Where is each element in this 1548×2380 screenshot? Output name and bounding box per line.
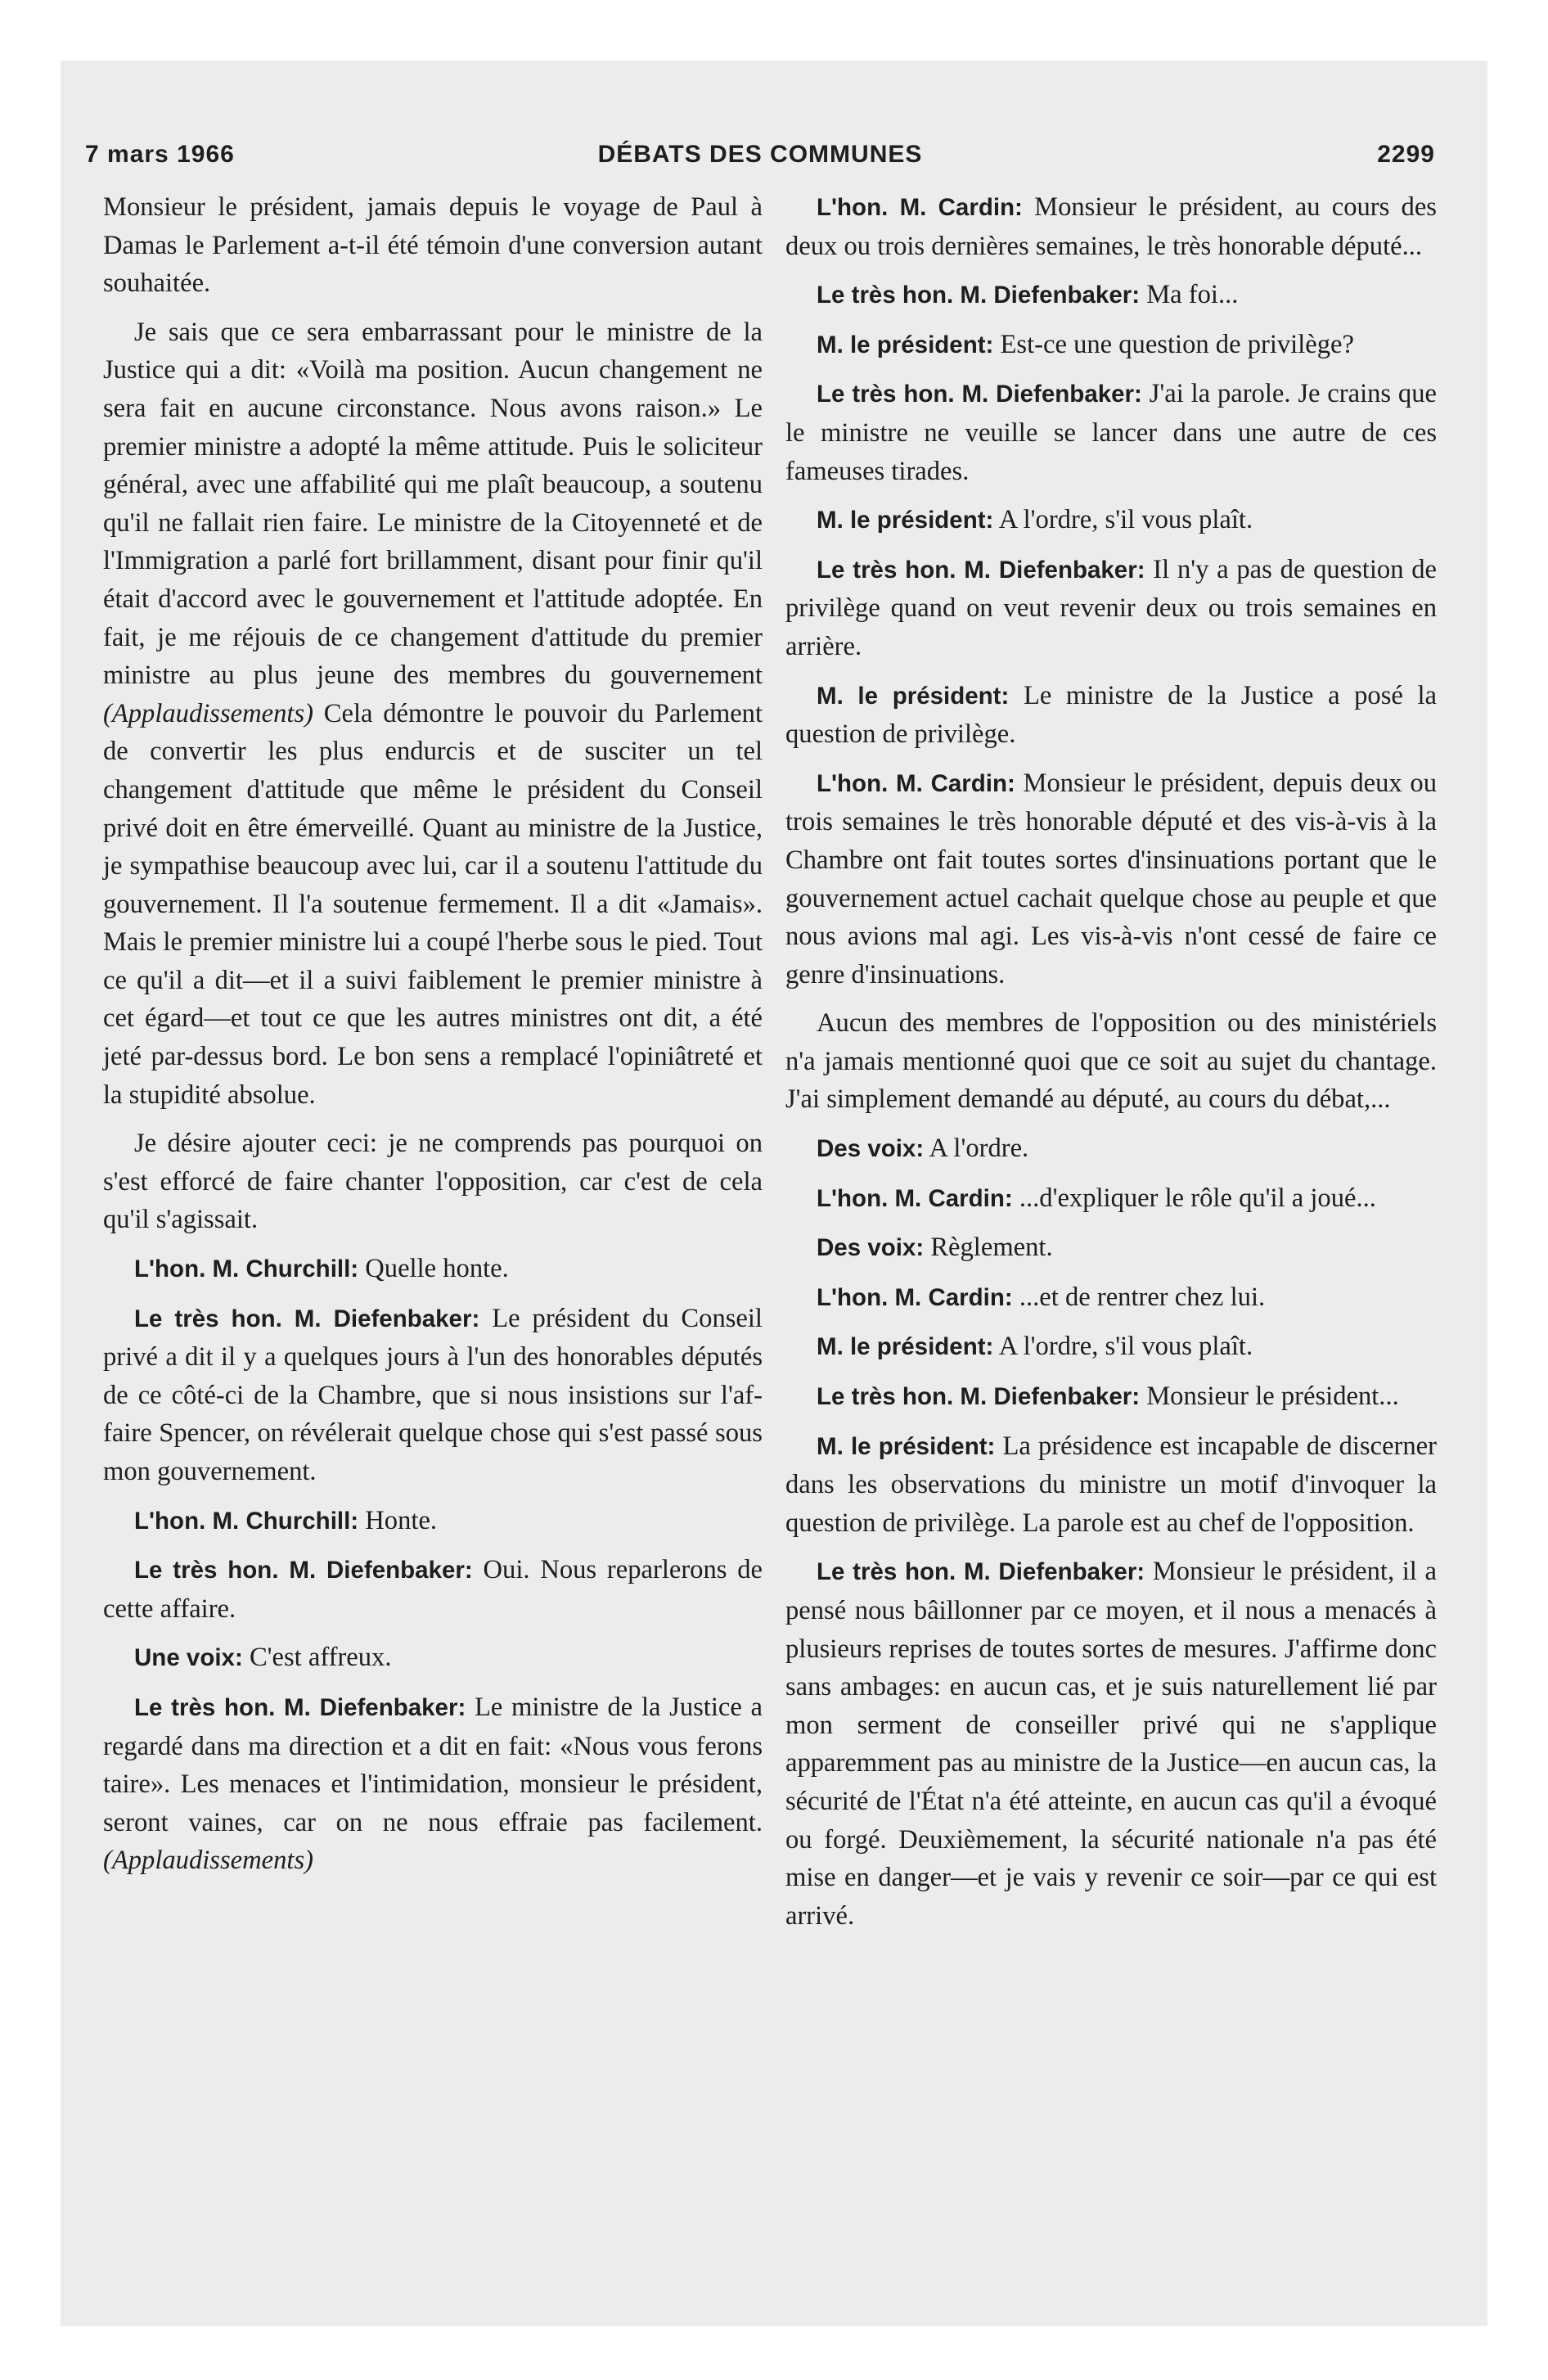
speaker-name: Le très hon. M. Diefenbaker:: [134, 1693, 466, 1721]
speaker-name: L'hon. M. Churchill:: [134, 1507, 359, 1535]
speaker-name: M. le président:: [817, 682, 1010, 710]
speaker-name: Le très hon. M. Diefenbaker:: [817, 381, 1142, 408]
speech-paragraph: Le très hon. M. Diefenbaker: Le président du Conseil privé a dit il y a quelques jours à l'un des honorables députés de ce côté-ci de la Chambre, que si nous insistions sur l'affaire Spencer, on révélerait quelque chose qui s'est passé sous mon gouvernement.: [103, 1303, 763, 1486]
speaker-name: Le très hon. M. Diefenbaker:: [134, 1557, 473, 1584]
speaker-name: Le très hon. M. Diefenbaker:: [817, 282, 1141, 309]
speech-paragraph: Des voix: Règlement.: [817, 1233, 1053, 1263]
speech-paragraph: L'hon. M. Cardin: ...d'expliquer le rôle qu'il a joué...: [817, 1183, 1376, 1213]
speaker-name: L'hon. M. Cardin:: [817, 1283, 1013, 1311]
page-header: [85, 141, 1435, 174]
speaker-name: Des voix:: [817, 1135, 925, 1163]
speech-paragraph: Le très hon. M. Diefenbaker: J'ai la parole. Je crains que le ministre ne veuille se lancer dans une autre de ces fameuses tirades.: [785, 379, 1437, 486]
speaker-name: Une voix:: [134, 1644, 243, 1672]
speech-paragraph: Le très hon. M. Diefenbaker: Monsieur le président, il a pensé nous bâillonner par ce moyen, et il nous a menacés à plusieurs reprises de toutes sortes de mesures. J'affirme donc sans ambages: en aucun cas, et je suis naturellement lié par mon serment de conseiller privé qui ne s'applique apparemment pas au ministre de la Justice—en aucun cas, la sécurité de l'État n'a été atteinte, en aucun cas qu'il a évoqué ou forgé. Deuxièmement, la sécurité nationale n'a pas été mise en danger—et je vais y revenir ce soir—par ce qui est arrivé.: [785, 1557, 1437, 1931]
speech-paragraph: Une voix: C'est affreux.: [134, 1643, 392, 1673]
header-page-number: 2299: [1377, 141, 1435, 168]
speaker-name: M. le président:: [817, 331, 994, 358]
speech-paragraph: Le très hon. M. Diefenbaker: Le ministre de la Justice a regardé dans ma direction et a dit en fait: «Nous vous ferons taire». Les menaces et l'intimidation, monsieur le président, seront vaines, car on ne nous effraie pas facilement. (Applaudissements): [103, 1692, 763, 1876]
speech-paragraph: L'hon. M. Cardin: Monsieur le président, au cours des deux ou trois dernières semaines, le très honorable député...: [785, 192, 1437, 261]
speaker-name: M. le président:: [817, 507, 994, 534]
paragraph: Je désire ajouter ceci: je ne comprends pas pourquoi on s'est efforcé de faire chanter l'opposition, car c'est de cela qu'il s'agissait.: [103, 1129, 763, 1235]
header-date: 7 mars 1966: [85, 141, 235, 168]
paragraph: Monsieur le président, jamais depuis le voyage de Paul à Damas le Parlement a-t-il été témoin d'une conversion autant souhaitée.: [103, 192, 763, 299]
speaker-name: Le très hon. M. Diefenbaker:: [817, 1558, 1145, 1586]
speaker-name: M. le président:: [817, 1333, 994, 1361]
speech-paragraph: Des voix: A l'ordre.: [817, 1134, 1029, 1164]
speech-paragraph: L'hon. M. Cardin: Monsieur le président, depuis deux ou trois semaines le très honorable député et des vis-à-vis à la Chambre ont fait toutes sortes d'insinuations portant que le gouvernement actuel cachait quelque chose au peuple et que nous avions mal agi. Les vis-à-vis n'ont cessé de faire ce genre d'insinuations.: [785, 768, 1437, 989]
speech-paragraph: Le très hon. M. Diefenbaker: Oui. Nous reparlerons de cette affaire.: [103, 1555, 763, 1624]
speech-paragraph: L'hon. M. Churchill: Honte.: [134, 1505, 438, 1535]
paragraph: Je sais que ce sera embarrassant pour le ministre de la Justice qui a dit: «Voilà ma position. Aucun changement ne sera fait en aucune circonstance. Nous avons raison.» Le premier ministre a adopté la même attitude. Puis le soliciteur général, avec une affabilité qui me plaît beaucoup, a soutenu qu'il ne fallait rien faire. Le ministre de la Citoyenneté et de l'Immigration a parlé fort brillamment, disant pour finir qu'il était d'accord avec le gouvernement et l'attitude adoptée. En fait, je me réjouis de ce changement d'attitude du premier ministre au plus jeune des membres du gouvernement (Applaudissements) Cela démontre le pouvoir du Parlement de convertir les plus endurcis et de susciter un tel changement d'attitude que même le président du Conseil privé doit en être émerveillé. Quant au ministre de la Justice, je sympathise beaucoup avec lui, car il a soutenu l'attitude du gouvernement. Il l'a soutenue fermement. Il a dit «Jamais». Mais le premier ministre lui a coupé l'herbe sous le pied. Tout ce qu'il a dit—et il a suivi faiblement le premier ministre à cet égard—et tout ce que les autres ministres ont dit, a été jeté par-dessus bord. Le bon sens a remplacé l'opiniâtreté et la stupidité absolue.: [103, 317, 763, 1110]
speaker-name: L'hon. M. Cardin:: [817, 194, 1023, 221]
speech-paragraph: Le très hon. M. Diefenbaker: Ma foi...: [817, 280, 1239, 310]
right-column: [785, 188, 1437, 1945]
header-title: DÉBATS DES COMMUNES: [597, 141, 923, 168]
speech-paragraph: Le très hon. M. Diefenbaker: Il n'y a pas de question de privilège quand on veut revenir deux ou trois semaines en arrière.: [785, 554, 1437, 661]
speech-paragraph: M. le président: Est-ce une question de privilège?: [817, 329, 1354, 359]
speaker-name: Le très hon. M. Diefenbaker:: [817, 1383, 1141, 1411]
speaker-name: Le très hon. M. Diefenbaker:: [817, 556, 1145, 584]
speech-paragraph: L'hon. M. Churchill: Quelle honte.: [134, 1254, 509, 1284]
paragraph: Aucun des membres de l'opposition ou des ministériels n'a jamais mentionné quoi que ce soit au sujet du chantage. J'ai simplement demandé au député, au cours du débat,...: [785, 1008, 1437, 1115]
speaker-name: L'hon. M. Churchill:: [134, 1255, 359, 1283]
left-column: [103, 188, 763, 1891]
speech-paragraph: Le très hon. M. Diefenbaker: Monsieur le président...: [817, 1382, 1399, 1412]
speech-paragraph: M. le président: A l'ordre, s'il vous plaît.: [817, 505, 1253, 535]
speech-paragraph: L'hon. M. Cardin: ...et de rentrer chez lui.: [817, 1282, 1266, 1312]
speech-paragraph: M. le président: La présidence est incapable de discerner dans les observations du ministre un motif d'invoquer la question de privilège. La parole est au chef de l'opposition.: [785, 1431, 1437, 1538]
speech-paragraph: M. le président: Le ministre de la Justice a posé la question de privilège.: [785, 680, 1437, 750]
speaker-name: M. le président:: [817, 1432, 996, 1460]
speaker-name: Des voix:: [817, 1234, 925, 1262]
speech-paragraph: M. le président: A l'ordre, s'il vous plaît.: [817, 1332, 1253, 1362]
speaker-name: Le très hon. M. Diefenbaker:: [134, 1305, 480, 1332]
speaker-name: L'hon. M. Cardin:: [817, 769, 1015, 797]
speaker-name: L'hon. M. Cardin:: [817, 1184, 1013, 1212]
